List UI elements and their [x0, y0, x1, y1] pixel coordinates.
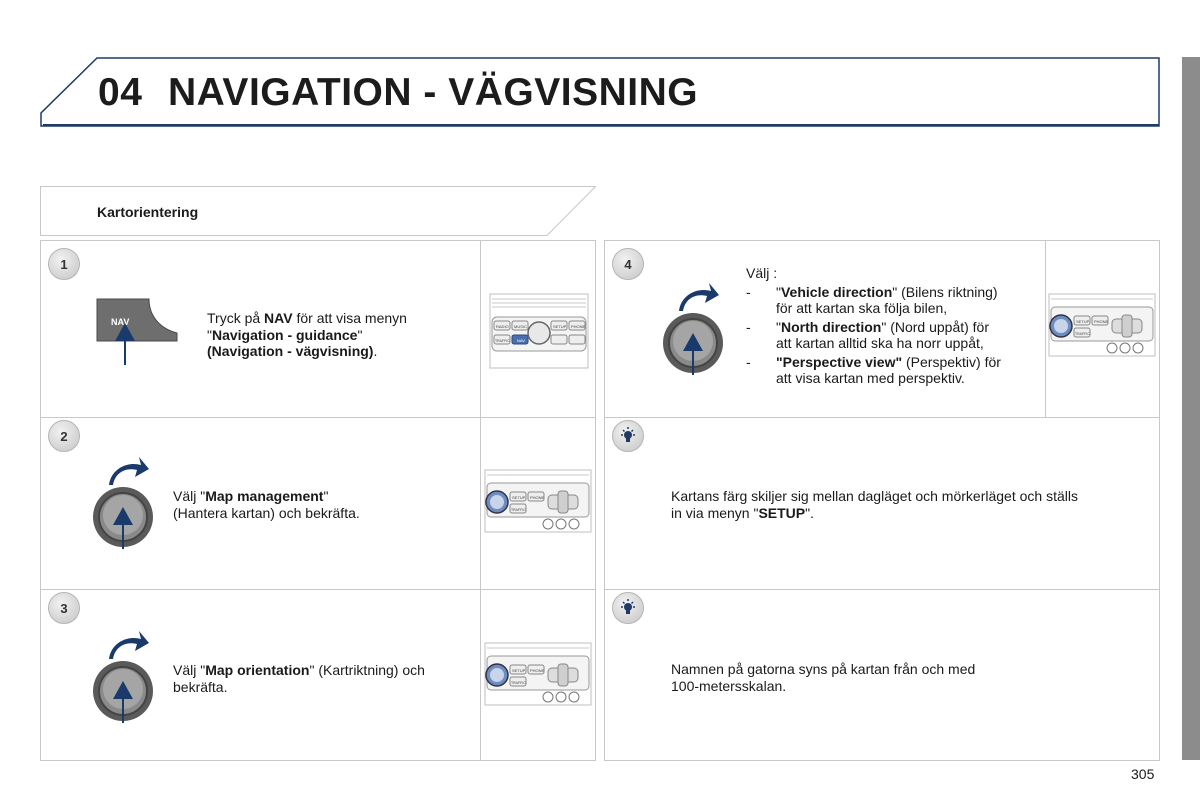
- steps-panel-right: [604, 240, 1160, 761]
- chapter-number: 04: [98, 71, 143, 114]
- tip-2-text: Namnen på gatorna syns på kartan från och med 100-metersskalan.: [671, 661, 976, 694]
- steps-panel-left: [40, 240, 596, 761]
- option-vehicle-direction: - "Vehicle direction" (Bilens riktning) för att kartan ska följa bilen,: [746, 283, 998, 316]
- step-4-text: Välj : - "Vehicle direction" (Bilens riktning) för att kartan ska följa bilen, - "North direction" (Nord uppåt) för att kartan alltid ska ha norr uppåt, - "Perspective view" (Perspektiv) för att visa kartan med perspektiv.: [746, 265, 1042, 387]
- option-perspective-view: - "Perspective view" (Perspektiv) för att visa kartan med perspektiv.: [746, 353, 1001, 386]
- svg-text:PHONE: PHONE: [530, 668, 545, 673]
- column-divider: [1045, 241, 1046, 417]
- step-badge: 2: [48, 420, 80, 452]
- chapter-title: NAVIGATION - VÄGVISNING: [168, 71, 699, 114]
- svg-text:SETUP: SETUP: [512, 668, 526, 673]
- svg-text:TRAFFIC: TRAFFIC: [511, 681, 526, 685]
- row-divider: [605, 417, 1159, 418]
- radio-front-panel-knob: [1048, 293, 1156, 362]
- svg-text:PHONE: PHONE: [530, 495, 545, 500]
- svg-text:TRAFFIC: TRAFFIC: [1075, 332, 1090, 336]
- step-1-text: Tryck på NAV för att visa menyn "Navigation - guidance" (Navigation - vägvisning).: [207, 310, 407, 359]
- lightbulb-icon: [618, 426, 638, 446]
- rotate-arrow-icon: [679, 283, 719, 311]
- svg-text:PHONE: PHONE: [1094, 319, 1109, 324]
- svg-text:SETUP: SETUP: [512, 495, 526, 500]
- rotary-knob-illustration: [89, 455, 165, 556]
- svg-text:TRAFFIC: TRAFFIC: [495, 339, 510, 343]
- section-heading: [40, 186, 596, 236]
- row-divider: [41, 417, 595, 418]
- step-badge: 4: [612, 248, 644, 280]
- svg-text:SETUP: SETUP: [1076, 319, 1090, 324]
- rotate-arrow-icon: [109, 631, 149, 659]
- svg-text:RADIO: RADIO: [496, 324, 509, 329]
- step-badge: 1: [48, 248, 80, 280]
- svg-text:TRAFFIC: TRAFFIC: [511, 508, 526, 512]
- option-north-direction: - "North direction" (Nord uppåt) för att kartan alltid ska ha norr uppåt,: [746, 318, 990, 351]
- rotate-arrow-icon: [109, 457, 149, 485]
- page-number: 305: [1131, 766, 1155, 782]
- lightbulb-icon: [618, 598, 638, 618]
- radio-front-panel-knob: [484, 642, 592, 711]
- svg-text:MUSIC: MUSIC: [514, 324, 527, 329]
- step-badge: 3: [48, 592, 80, 624]
- svg-text:SETUP: SETUP: [553, 324, 567, 329]
- step-3-text: Välj "Map orientation" (Kartriktning) och bekräfta.: [173, 662, 425, 695]
- tip-badge: [612, 420, 644, 452]
- chapter-side-tab: [1182, 57, 1200, 760]
- nav-key-label: NAV: [111, 317, 130, 327]
- rotary-knob-illustration: [659, 281, 735, 382]
- row-divider: [41, 589, 595, 590]
- rotary-knob-illustration: [89, 629, 165, 730]
- row-divider: [605, 589, 1159, 590]
- tip-1-text: Kartans färg skiljer sig mellan dagläget och mörkerläget och ställs in via menyn "SETUP".: [671, 488, 1078, 521]
- tip-badge: [612, 592, 644, 624]
- radio-front-panel-knob: [484, 469, 592, 538]
- nav-key-illustration: [93, 297, 183, 374]
- section-title: Kartorientering: [97, 204, 199, 220]
- svg-text:NAV: NAV: [517, 338, 525, 343]
- chapter-header: [40, 57, 1160, 127]
- column-divider: [480, 241, 481, 760]
- orientation-options: [746, 284, 1042, 387]
- svg-text:PHONE: PHONE: [571, 324, 586, 329]
- step-2-text: Välj "Map management" (Hantera kartan) och bekräfta.: [173, 488, 360, 521]
- radio-front-panel-nav: [489, 293, 589, 374]
